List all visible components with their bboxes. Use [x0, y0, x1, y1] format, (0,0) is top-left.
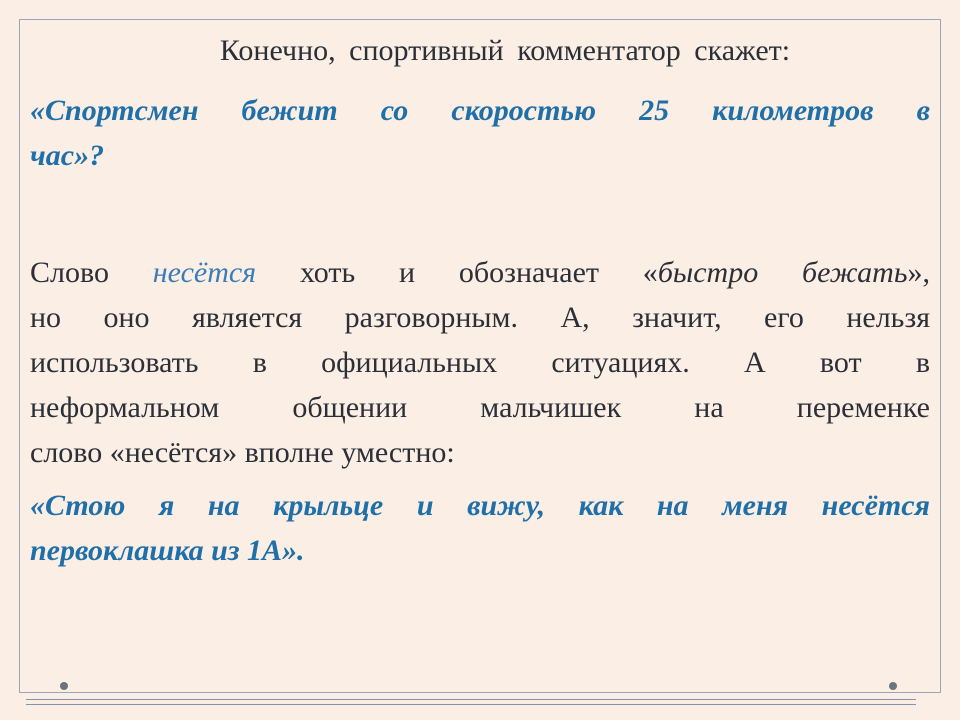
right-dot-ornament: [889, 682, 897, 690]
slide-content: [30, 28, 930, 573]
highlighted-word: несётся: [152, 256, 257, 289]
paragraph-line-5: слово «несётся» вполне уместно:: [30, 436, 455, 469]
quote-first-grader-line-1: «Стою я на крыльце и вижу, как на меня несётся: [30, 489, 930, 522]
paragraph-line-3: использовать в официальных ситуациях. А вот в: [30, 346, 930, 379]
explanation-paragraph: [30, 250, 930, 475]
bottom-rule-lower: [26, 704, 916, 705]
bottom-rule-upper: [26, 699, 916, 700]
quote-sportsman-line-1: «Спортсмен бежит со скоростью 25 километров в: [30, 94, 930, 127]
paragraph-line-1-middle: хоть и обозначает «: [256, 256, 658, 289]
left-dot-ornament: [60, 682, 68, 690]
paragraph-line-1-start: Слово: [30, 256, 153, 289]
quote-sportsman-line-2: час»?: [30, 139, 105, 172]
paragraph-line-1-end: »,: [907, 256, 930, 289]
intro-text: Конечно, спортивный комментатор скажет:: [219, 34, 791, 67]
spacer: [30, 178, 930, 250]
paragraph-line-2: но оно является разговорным. А, значит, его нельзя: [30, 301, 930, 334]
paragraph-line-1: [30, 250, 930, 295]
word-meaning: быстро бежать: [657, 256, 908, 289]
quote-first-grader: [30, 483, 930, 573]
paragraph-line-4: неформальном общении мальчишек на переменке: [30, 391, 930, 424]
quote-sportsman: [30, 88, 930, 178]
quote-first-grader-line-2: первоклашка из 1А».: [30, 534, 305, 567]
